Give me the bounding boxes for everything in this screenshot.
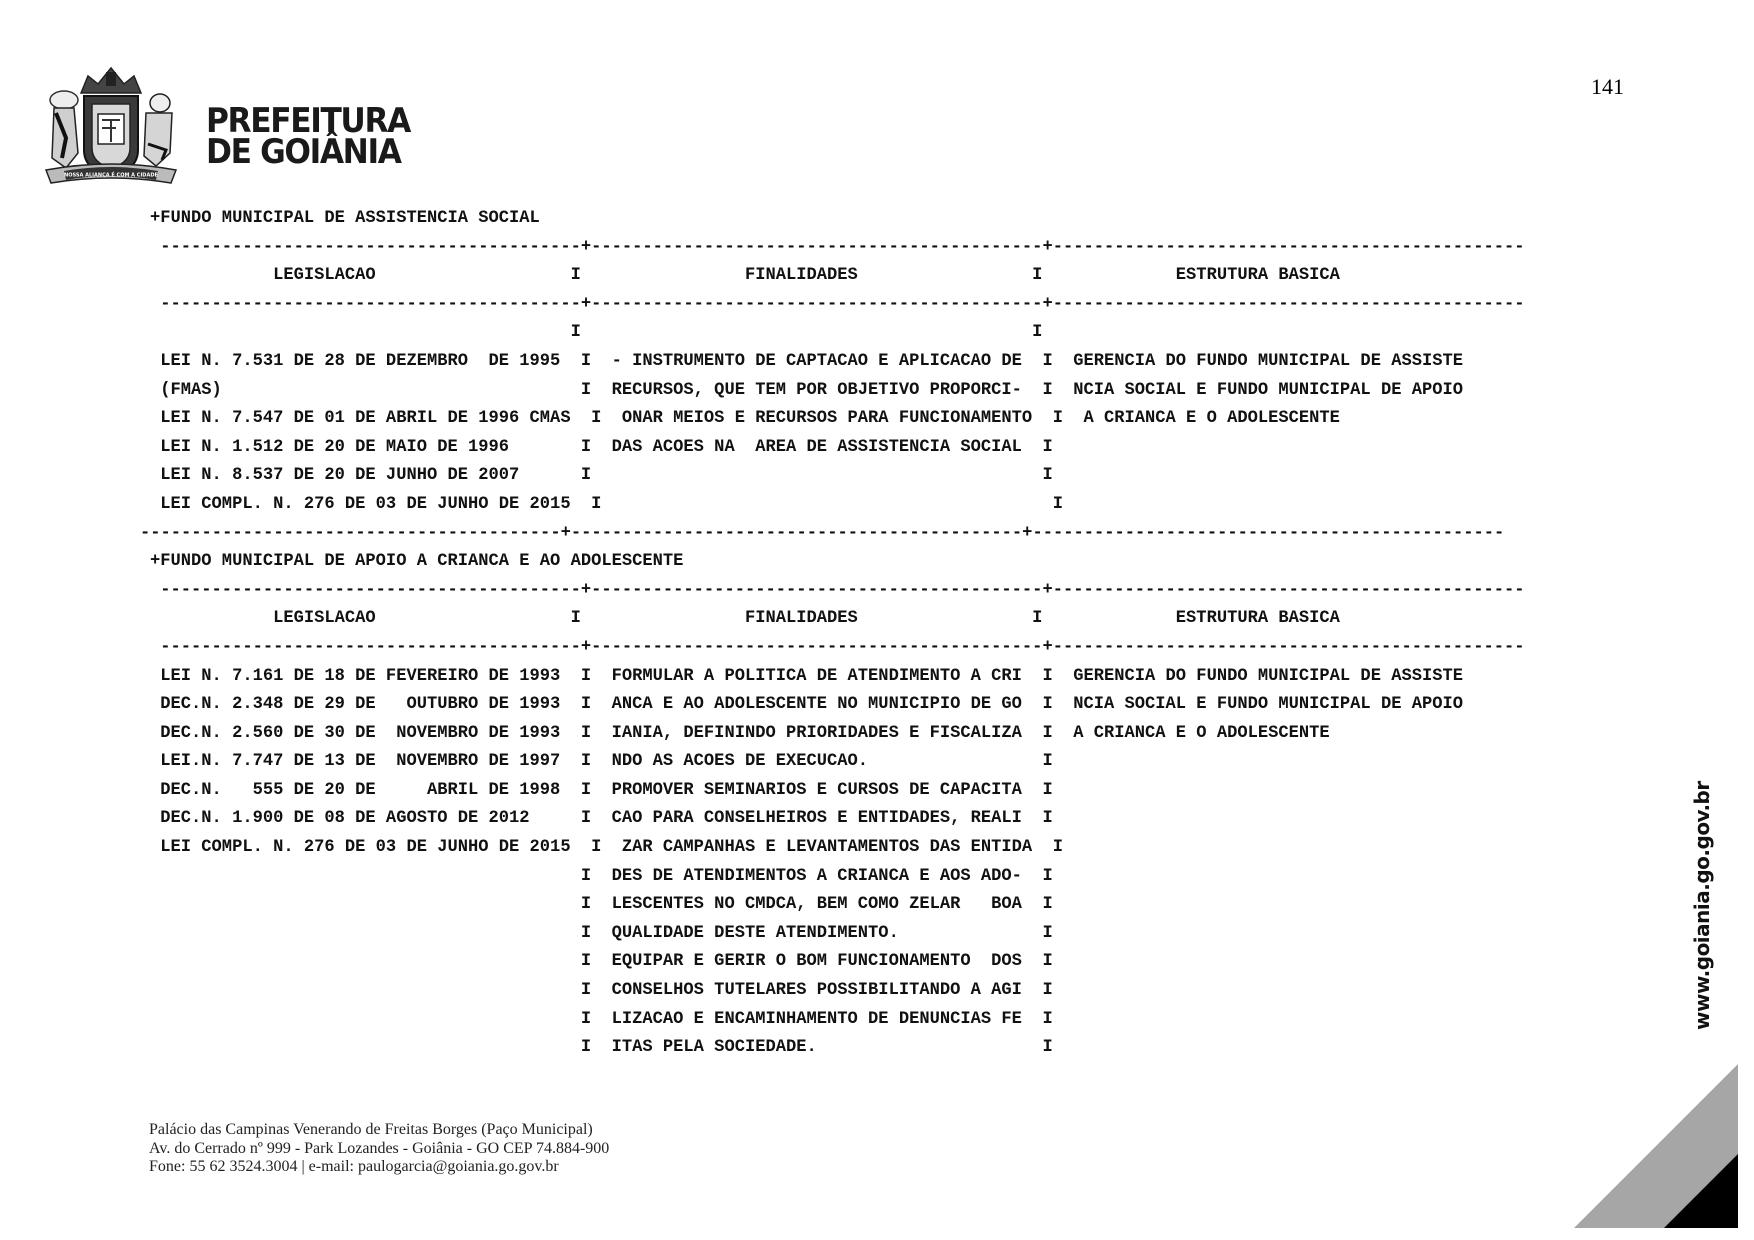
table-row: LEI COMPL. N. 276 DE 03 DE JUNHO DE 2015 I I — [150, 494, 1063, 514]
website-url: www.goiania.go.gov.br — [1690, 781, 1714, 1030]
coat-of-arms-icon — [36, 58, 186, 193]
footer-line-address: Av. do Cerrado nº 999 - Park Lozandes - Goiânia - GO CEP 74.884-900 — [149, 1139, 610, 1157]
table-row: LEI N. 7.531 DE 28 DE DEZEMBRO DE 1995 I - INSTRUMENTO DE CAPTACAO E APLICACAO DE I GERENCIA DO FUNDO MUNICIPAL DE ASSISTE — [150, 351, 1464, 371]
table-row: LEI N. 7.547 DE 01 DE ABRIL DE 1996 CMAS I ONAR MEIOS E RECURSOS PARA FUNCIONAMENTO I A CRIANCA E O ADOLESCENTE — [150, 409, 1340, 429]
section-assistencia-social — [140, 205, 1525, 548]
table-header-row: LEGISLACAO I FINALIDADES I ESTRUTURA BASICA — [150, 609, 1340, 629]
table-row: DEC.N. 2.560 DE 30 DE NOVEMBRO DE 1993 I IANIA, DEFININDO PRIORIDADES E FISCALIZA I A CRIANCA E O ADOLESCENTE — [150, 723, 1330, 743]
table-row: DEC.N. 2.348 DE 29 DE OUTUBRO DE 1993 I ANCA E AO ADOLESCENTE NO MUNICIPIO DE GO I NCIA SOCIAL E FUNDO MUNICIPAL DE APOIO — [150, 695, 1464, 715]
table-row: I ITAS PELA SOCIEDADE. I — [150, 1038, 1053, 1058]
brand-line-2: DE GOIÂNIA — [206, 132, 401, 172]
corner-gray-triangle — [1574, 1064, 1738, 1228]
table-row: I LESCENTES NO CMDCA, BEM COMO ZELAR BOA I — [150, 895, 1053, 915]
table-row: I CONSELHOS TUTELARES POSSIBILITANDO A AGI I — [150, 981, 1053, 1001]
table-rule-bottom: -----------------------------------------+--------------------------------------------+---------------------------------------------- — [140, 523, 1505, 543]
crest-motto: NOSSA ALIANÇA É COM A CIDADE — [64, 172, 158, 179]
corner-black-triangle — [1664, 1154, 1738, 1228]
brand-wordmark — [206, 101, 410, 172]
table-rule-mid: -----------------------------------------+--------------------------------------------+---------------------------------------------- — [150, 294, 1525, 314]
table-row: LEI.N. 7.747 DE 13 DE NOVEMBRO DE 1997 I NDO AS ACOES DE EXECUCAO. I — [150, 752, 1053, 772]
footer-line-building: Palácio das Campinas Venerando de Freitas Borges (Paço Municipal) — [149, 1121, 593, 1138]
table-rule-top: -----------------------------------------+--------------------------------------------+---------------------------------------------- — [150, 580, 1525, 600]
table-rule-mid: -----------------------------------------+--------------------------------------------+---------------------------------------------- — [150, 637, 1525, 657]
table-row: I LIZACAO E ENCAMINHAMENTO DE DENUNCIAS FE I — [150, 1009, 1053, 1029]
prefeitura-logo — [36, 58, 410, 198]
table-row: DEC.N. 555 DE 20 DE ABRIL DE 1998 I PROMOVER SEMINARIOS E CURSOS DE CAPACITA I — [150, 780, 1053, 800]
table-row: I QUALIDADE DESTE ATENDIMENTO. I — [150, 923, 1053, 943]
table-row: LEI COMPL. N. 276 DE 03 DE JUNHO DE 2015 I ZAR CAMPANHAS E LEVANTAMENTOS DAS ENTIDA I — [150, 838, 1063, 858]
section-crianca-adolescente — [150, 548, 1525, 1063]
table-row: LEI N. 1.512 DE 20 DE MAIO DE 1996 I DAS ACOES NA AREA DE ASSISTENCIA SOCIAL I — [150, 437, 1053, 457]
section-title: +FUNDO MUNICIPAL DE APOIO A CRIANCA E AO ADOLESCENTE — [150, 552, 684, 572]
table-row: LEI N. 7.161 DE 18 DE FEVEREIRO DE 1993 I FORMULAR A POLITICA DE ATENDIMENTO A CRI I GERENCIA DO FUNDO MUNICIPAL DE ASSISTE — [150, 666, 1464, 686]
page-number: 141 — [1591, 74, 1624, 99]
table-header-row: LEGISLACAO I FINALIDADES I ESTRUTURA BASICA — [150, 266, 1340, 286]
table-row: (FMAS) I RECURSOS, QUE TEM POR OBJETIVO PROPORCI- I NCIA SOCIAL E FUNDO MUNICIPAL DE APOIO — [150, 380, 1464, 400]
table-row: I DES DE ATENDIMENTOS A CRIANCA E AOS ADO- I — [150, 866, 1053, 886]
table-row: DEC.N. 1.900 DE 08 DE AGOSTO DE 2012 I CAO PARA CONSELHEIROS E ENTIDADES, REALI I — [150, 809, 1053, 829]
table-rule-top: -----------------------------------------+--------------------------------------------+---------------------------------------------- — [150, 237, 1525, 257]
section-title: +FUNDO MUNICIPAL DE ASSISTENCIA SOCIAL — [150, 209, 540, 228]
table-row: I I — [150, 323, 1043, 343]
table-row: LEI N. 8.537 DE 20 DE JUNHO DE 2007 I I — [150, 466, 1053, 486]
table-row: I EQUIPAR E GERIR O BOM FUNCIONAMENTO DOS I — [150, 952, 1053, 972]
brand-line-1: PREFEITURA — [206, 101, 410, 141]
document-body — [140, 205, 1525, 1063]
footer-address — [149, 1121, 609, 1177]
footer-line-contact: Fone: 55 62 3524.3004 | e-mail: paulogarcia@goiania.go.gov.br — [149, 1158, 559, 1175]
